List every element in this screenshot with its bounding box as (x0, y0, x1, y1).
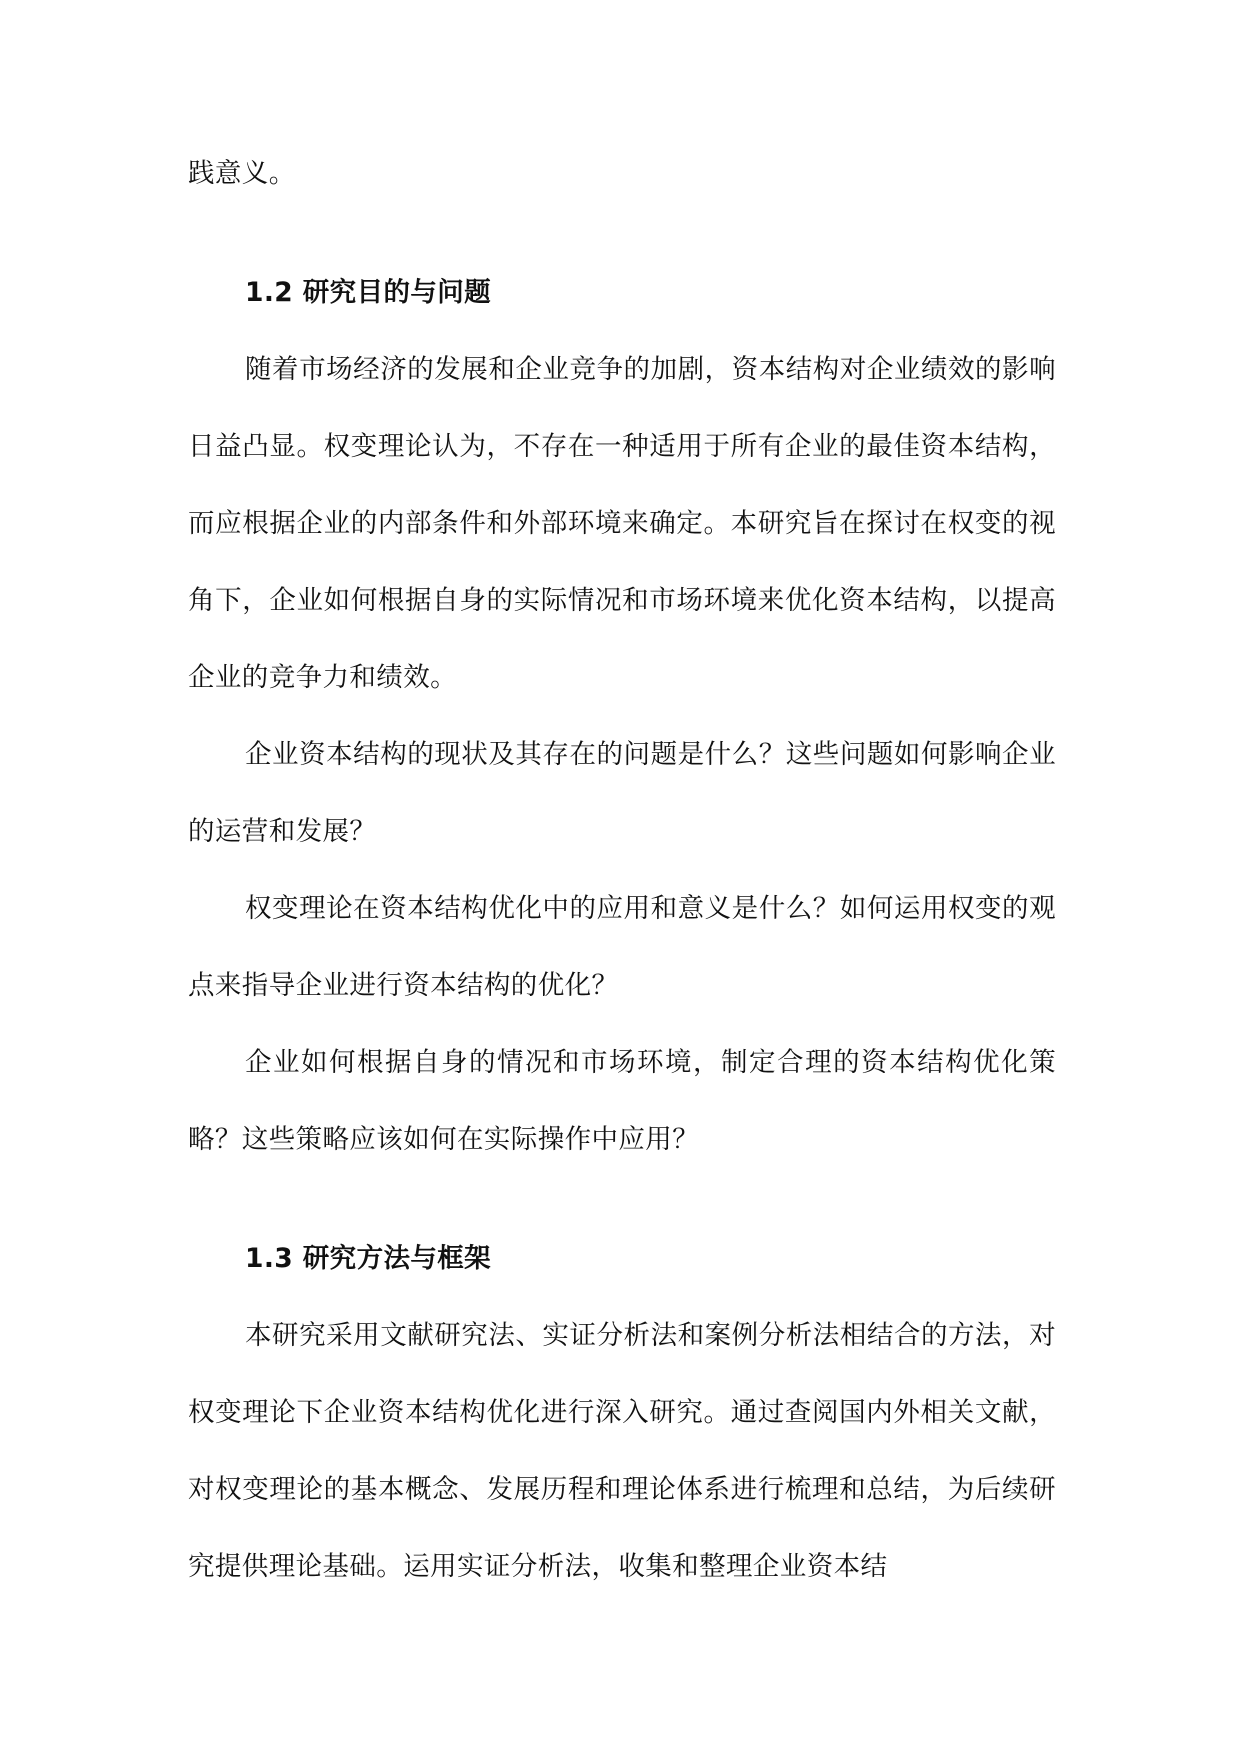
section-gap (188, 1178, 1056, 1220)
paragraph: 企业资本结构的现状及其存在的问题是什么？这些问题如何影响企业的运营和发展？ (188, 739, 1056, 847)
section-gap (188, 212, 1056, 254)
section-heading-1-3: 1.3 研究方法与框架 (245, 1243, 492, 1274)
paragraph: 随着市场经济的发展和企业竞争的加剧，资本结构对企业绩效的影响日益凸显。权变理论认为，不存在一种适用于所有企业的最佳资本结构，而应根据企业的内部条件和外部环境来确定。本研究旨在探讨在权变的视角下，企业如何根据自身的实际情况和市场环境来优化资本结构，以提高企业的竞争力和绩效。 (188, 354, 1056, 693)
section-heading-1-2: 1.2 研究目的与问题 (245, 277, 492, 308)
document-page (188, 135, 1056, 1605)
paragraph: 本研究采用文献研究法、实证分析法和案例分析法相结合的方法，对权变理论下企业资本结构优化进行深入研究。通过查阅国内外相关文献，对权变理论的基本概念、发展历程和理论体系进行梳理和总结，为后续研究提供理论基础。运用实证分析法，收集和整理企业资本结 (188, 1320, 1056, 1582)
paragraph: 权变理论在资本结构优化中的应用和意义是什么？如何运用权变的观点来指导企业进行资本结构的优化？ (188, 893, 1056, 1001)
paragraph: 企业如何根据自身的情况和市场环境，制定合理的资本结构优化策略？这些策略应该如何在实际操作中应用？ (188, 1047, 1056, 1155)
paragraph-continuation: 践意义。 (188, 158, 296, 189)
